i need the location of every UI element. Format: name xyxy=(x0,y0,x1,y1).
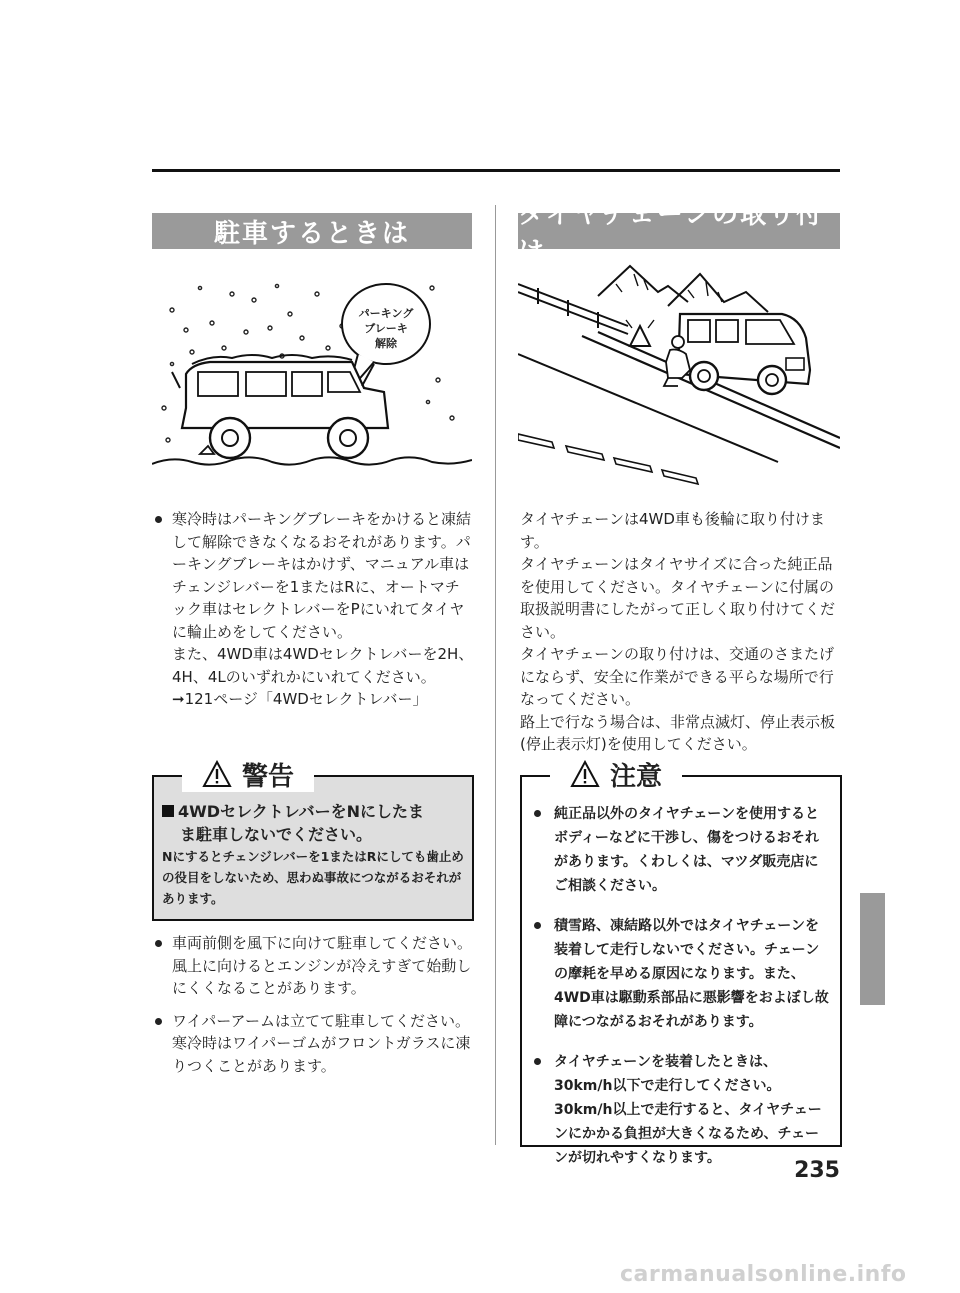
tire-chain-text xyxy=(520,508,840,756)
warning-label-text: 警告 xyxy=(241,761,294,792)
balloon-line-1: パーキング xyxy=(358,307,414,320)
balloon-line-3: 解除 xyxy=(375,337,397,350)
list-item: タイヤチェーンを装着したときは、30km/h以下で走行してください。30km/h以上で走行すると、タイヤチェーンにかかる負担が大きくなるため、チェーンが切れやすくなります。 xyxy=(530,1050,830,1170)
balloon-line-2: ブレーキ xyxy=(364,322,408,335)
page-reference: ➞121ページ「4WDセレクトレバー」 xyxy=(172,690,428,708)
warning-triangle-icon xyxy=(202,760,232,788)
footer-watermark: carmanualsonline.info xyxy=(620,1262,907,1287)
top-rule xyxy=(152,169,840,172)
parking-illustration xyxy=(152,268,472,473)
paragraph: タイヤチェーンの取り付けは、交通のさまたげにならず、安全に作業ができる平らな場所で行なってください。 xyxy=(520,645,834,708)
heading-parking: 駐車するときは xyxy=(152,213,472,249)
paragraph: タイヤチェーンは4WD車も後輪に取り付けます。 xyxy=(520,510,825,551)
warning-label xyxy=(182,756,314,792)
list-item: 純正品以外のタイヤチェーンを使用するとボディーなどに干渉し、傷をつけるおそれがあります。くわしくは、マツダ販売店にご相談ください。 xyxy=(530,802,830,898)
caution-label xyxy=(550,756,682,792)
warning-title xyxy=(162,800,464,846)
paragraph: タイヤチェーンはタイヤサイズに合った純正品を使用してください。タイヤチェーンに付属の取扱説明書にしたがって正しく取り付けてください。 xyxy=(520,555,836,641)
column-divider xyxy=(495,205,496,1145)
list-item: ワイパーアームは立てて駐車してください。寒冷時はワイパーゴムがフロントガラスに凍りつくことがあります。 xyxy=(152,1010,474,1078)
parking-bullets xyxy=(152,508,474,721)
caution-list xyxy=(530,802,830,1186)
warning-title-line-1: 4WDセレクトレバーをNにしたま xyxy=(178,802,425,821)
paragraph: 路上で行なう場合は、非常点滅灯、停止表示板(停止表示灯)を使用してください。 xyxy=(520,712,836,753)
list-item xyxy=(152,508,474,711)
section-tab xyxy=(860,893,885,1005)
caution-triangle-icon xyxy=(570,760,600,788)
parking-bullets-2 xyxy=(152,932,474,1087)
heading-tire-chain: タイヤチェーンの取り付け xyxy=(518,213,840,249)
bullet-text: また、4WD車は4WDセレクトレバーを2H、4H、4Lのいずれかにいれてください。 xyxy=(172,645,474,686)
balloon-text xyxy=(346,306,426,351)
page-number: 235 xyxy=(794,1158,840,1183)
tire-chain-illustration xyxy=(518,262,840,492)
square-bullet-icon xyxy=(162,805,174,817)
list-item: 積雪路、凍結路以外ではタイヤチェーンを装着して走行しないでください。チェーンの摩耗を早める原因になります。また、4WD車は駆動系部品に悪影響をおよぼし故障につながるおそれがあります。 xyxy=(530,914,830,1034)
warning-title-line-2: ま駐車しないでください。 xyxy=(180,825,373,844)
list-item: 車両前側を風下に向けて駐車してください。風上に向けるとエンジンが冷えすぎて始動しにくくなることがあります。 xyxy=(152,932,474,1000)
warning-body: Nにするとチェンジレバーを1またはRにしても歯止めの役目をしないため、思わぬ事故につながるおそれがあります。 xyxy=(162,849,464,906)
caution-label-text: 注意 xyxy=(609,761,662,792)
bullet-text: 寒冷時はパーキングブレーキをかけると凍結して解除できなくなるおそれがあります。パーキングブレーキはかけず、マニュアル車はチェンジレバーを1またはRに、オートマチック車はセレクトレバーをPにいれてタイヤに輪止めをしてください。 xyxy=(172,510,471,641)
